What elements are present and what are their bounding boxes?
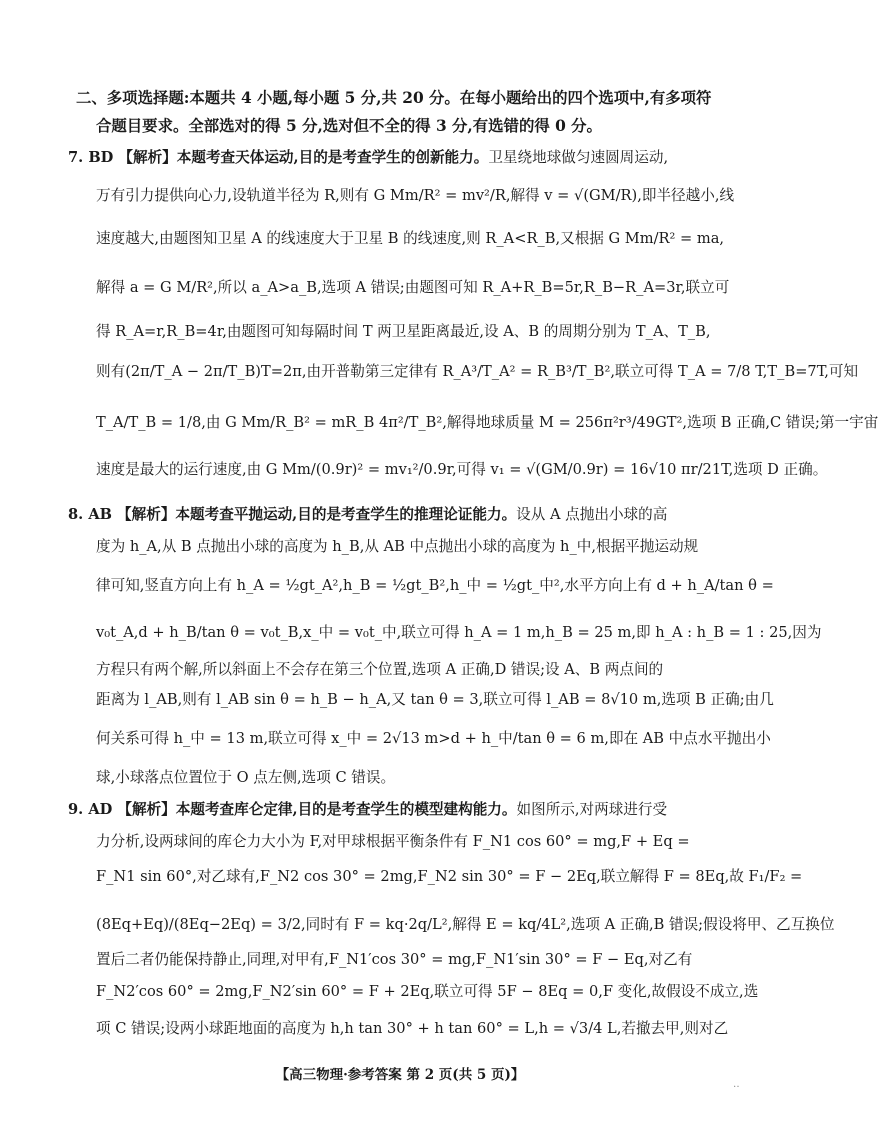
q9-line4: (8Eq+Eq)/(8Eq−2Eq) = 3/2,同时有 F = kq·2q/L²,解得 E = kq/4L²,选项 A 正确,B 错误;假设将甲、乙互换位 [96,916,835,933]
q9-line6: F_N2′cos 60° = 2mg,F_N2′sin 60° = F + 2Eq,联立可得 5F − 8Eq = 0,F 变化,故假设不成立,选 [96,983,759,1000]
q7-line1-rest: 卫星绕地球做匀速圆周运动, [488,149,669,166]
page-footer: 【高三物理·参考答案 第 2 页(共 5 页)】 [275,1067,525,1083]
q8-line3: 律可知,竖直方向上有 h_A = ½gt_A²,h_B = ½gt_B²,h_中 = ½gt_中²,水平方向上有 d + h_A/tan θ = [96,577,774,594]
corner-mark: ‥ [733,1079,740,1090]
q9-line5: 置后二者仍能保持静止,同理,对甲有,F_N1′cos 30° = mg,F_N1′sin 30° = F − Eq,对乙有 [96,951,693,968]
q7-line2: 万有引力提供向心力,设轨道半径为 R,则有 G Mm/R² = mv²/R,解得 v = √(GM/R),即半径越小,线 [96,187,735,204]
q8-line4: v₀t_A,d + h_B/tan θ = v₀t_B,x_中 = v₀t_中,联立可得 h_A = 1 m,h_B = 25 m,即 h_A : h_B = 1 : 25,因为 [96,624,822,641]
q8-line7: 何关系可得 h_中 = 13 m,联立可得 x_中 = 2√13 m>d + h_中/tan θ = 6 m,即在 AB 中点水平抛出小 [96,730,771,747]
q8-line1-rest: 设从 A 点抛出小球的高 [516,506,668,523]
q9-line1-rest: 如图所示,对两球进行受 [516,801,668,818]
q7-label: 7. BD 【解析】本题考查天体运动,目的是考查学生的创新能力。 [68,149,489,166]
q8-line5: 方程只有两个解,所以斜面上不会存在第三个位置,选项 A 正确,D 错误;设 A、B 两点间的 [96,661,664,678]
q7-line8: 速度是最大的运行速度,由 G Mm/(0.9r)² = mv₁²/0.9r,可得 v₁ = √(GM/0.9r) = 16√10 πr/21T,选项 D 正确。 [96,461,828,478]
q8-line1 [68,505,667,525]
q7-line6: 则有(2π/T_A − 2π/T_B)T=2π,由开普勒第三定律有 R_A³/T_A² = R_B³/T_B²,联立可得 T_A = 7/8 T,T_B=7T,可知 [96,363,859,380]
q7-line1 [68,148,668,168]
q9-line2: 力分析,设两球间的库仑力大小为 F,对甲球根据平衡条件有 F_N1 cos 60° = mg,F + Eq = [96,833,690,850]
q9-line1 [68,800,667,820]
section-heading-line1: 二、多项选择题:本题共 4 小题,每小题 5 分,共 20 分。在每小题给出的四个选项中,有多项符 [76,89,712,107]
q9-line3: F_N1 sin 60°,对乙球有,F_N2 cos 30° = 2mg,F_N2 sin 30° = F − 2Eq,联立解得 F = 8Eq,故 F₁/F₂ = [96,868,803,885]
q9-line7: 项 C 错误;设两小球距地面的高度为 h,h tan 30° + h tan 60° = L,h = √3/4 L,若撤去甲,则对乙 [96,1020,729,1037]
q7-line3: 速度越大,由题图知卫星 A 的线速度大于卫星 B 的线速度,则 R_A<R_B,又根据 G Mm/R² = ma, [96,230,725,247]
q8-line6: 距离为 l_AB,则有 l_AB sin θ = h_B − h_A,又 tan θ = 3,联立可得 l_AB = 8√10 m,选项 B 正确;由几 [96,691,774,708]
q7-line5: 得 R_A=r,R_B=4r,由题图可知每隔时间 T 两卫星距离最近,设 A、B 的周期分别为 T_A、T_B, [96,323,711,340]
q7-line4: 解得 a = G M/R²,所以 a_A>a_B,选项 A 错误;由题图可知 R_A+R_B=5r,R_B−R_A=3r,联立可 [96,279,730,296]
q8-label: 8. AB 【解析】本题考查平抛运动,目的是考查学生的推理论证能力。 [68,506,517,523]
q7-line7: T_A/T_B = 1/8,由 G Mm/R_B² = mR_B 4π²/T_B²,解得地球质量 M = 256π²r³/49GT²,选项 B 正确,C 错误;第一宇宙 [96,414,878,431]
q8-line8: 球,小球落点位置位于 O 点左侧,选项 C 错误。 [96,769,396,786]
section-heading-line2: 合题目要求。全部选对的得 5 分,选对但不全的得 3 分,有选错的得 0 分。 [96,117,602,135]
q9-label: 9. AD 【解析】本题考查库仑定律,目的是考查学生的模型建构能力。 [68,801,517,818]
q8-line2: 度为 h_A,从 B 点抛出小球的高度为 h_B,从 AB 中点抛出小球的高度为 h_中,根据平抛运动规 [96,538,699,555]
